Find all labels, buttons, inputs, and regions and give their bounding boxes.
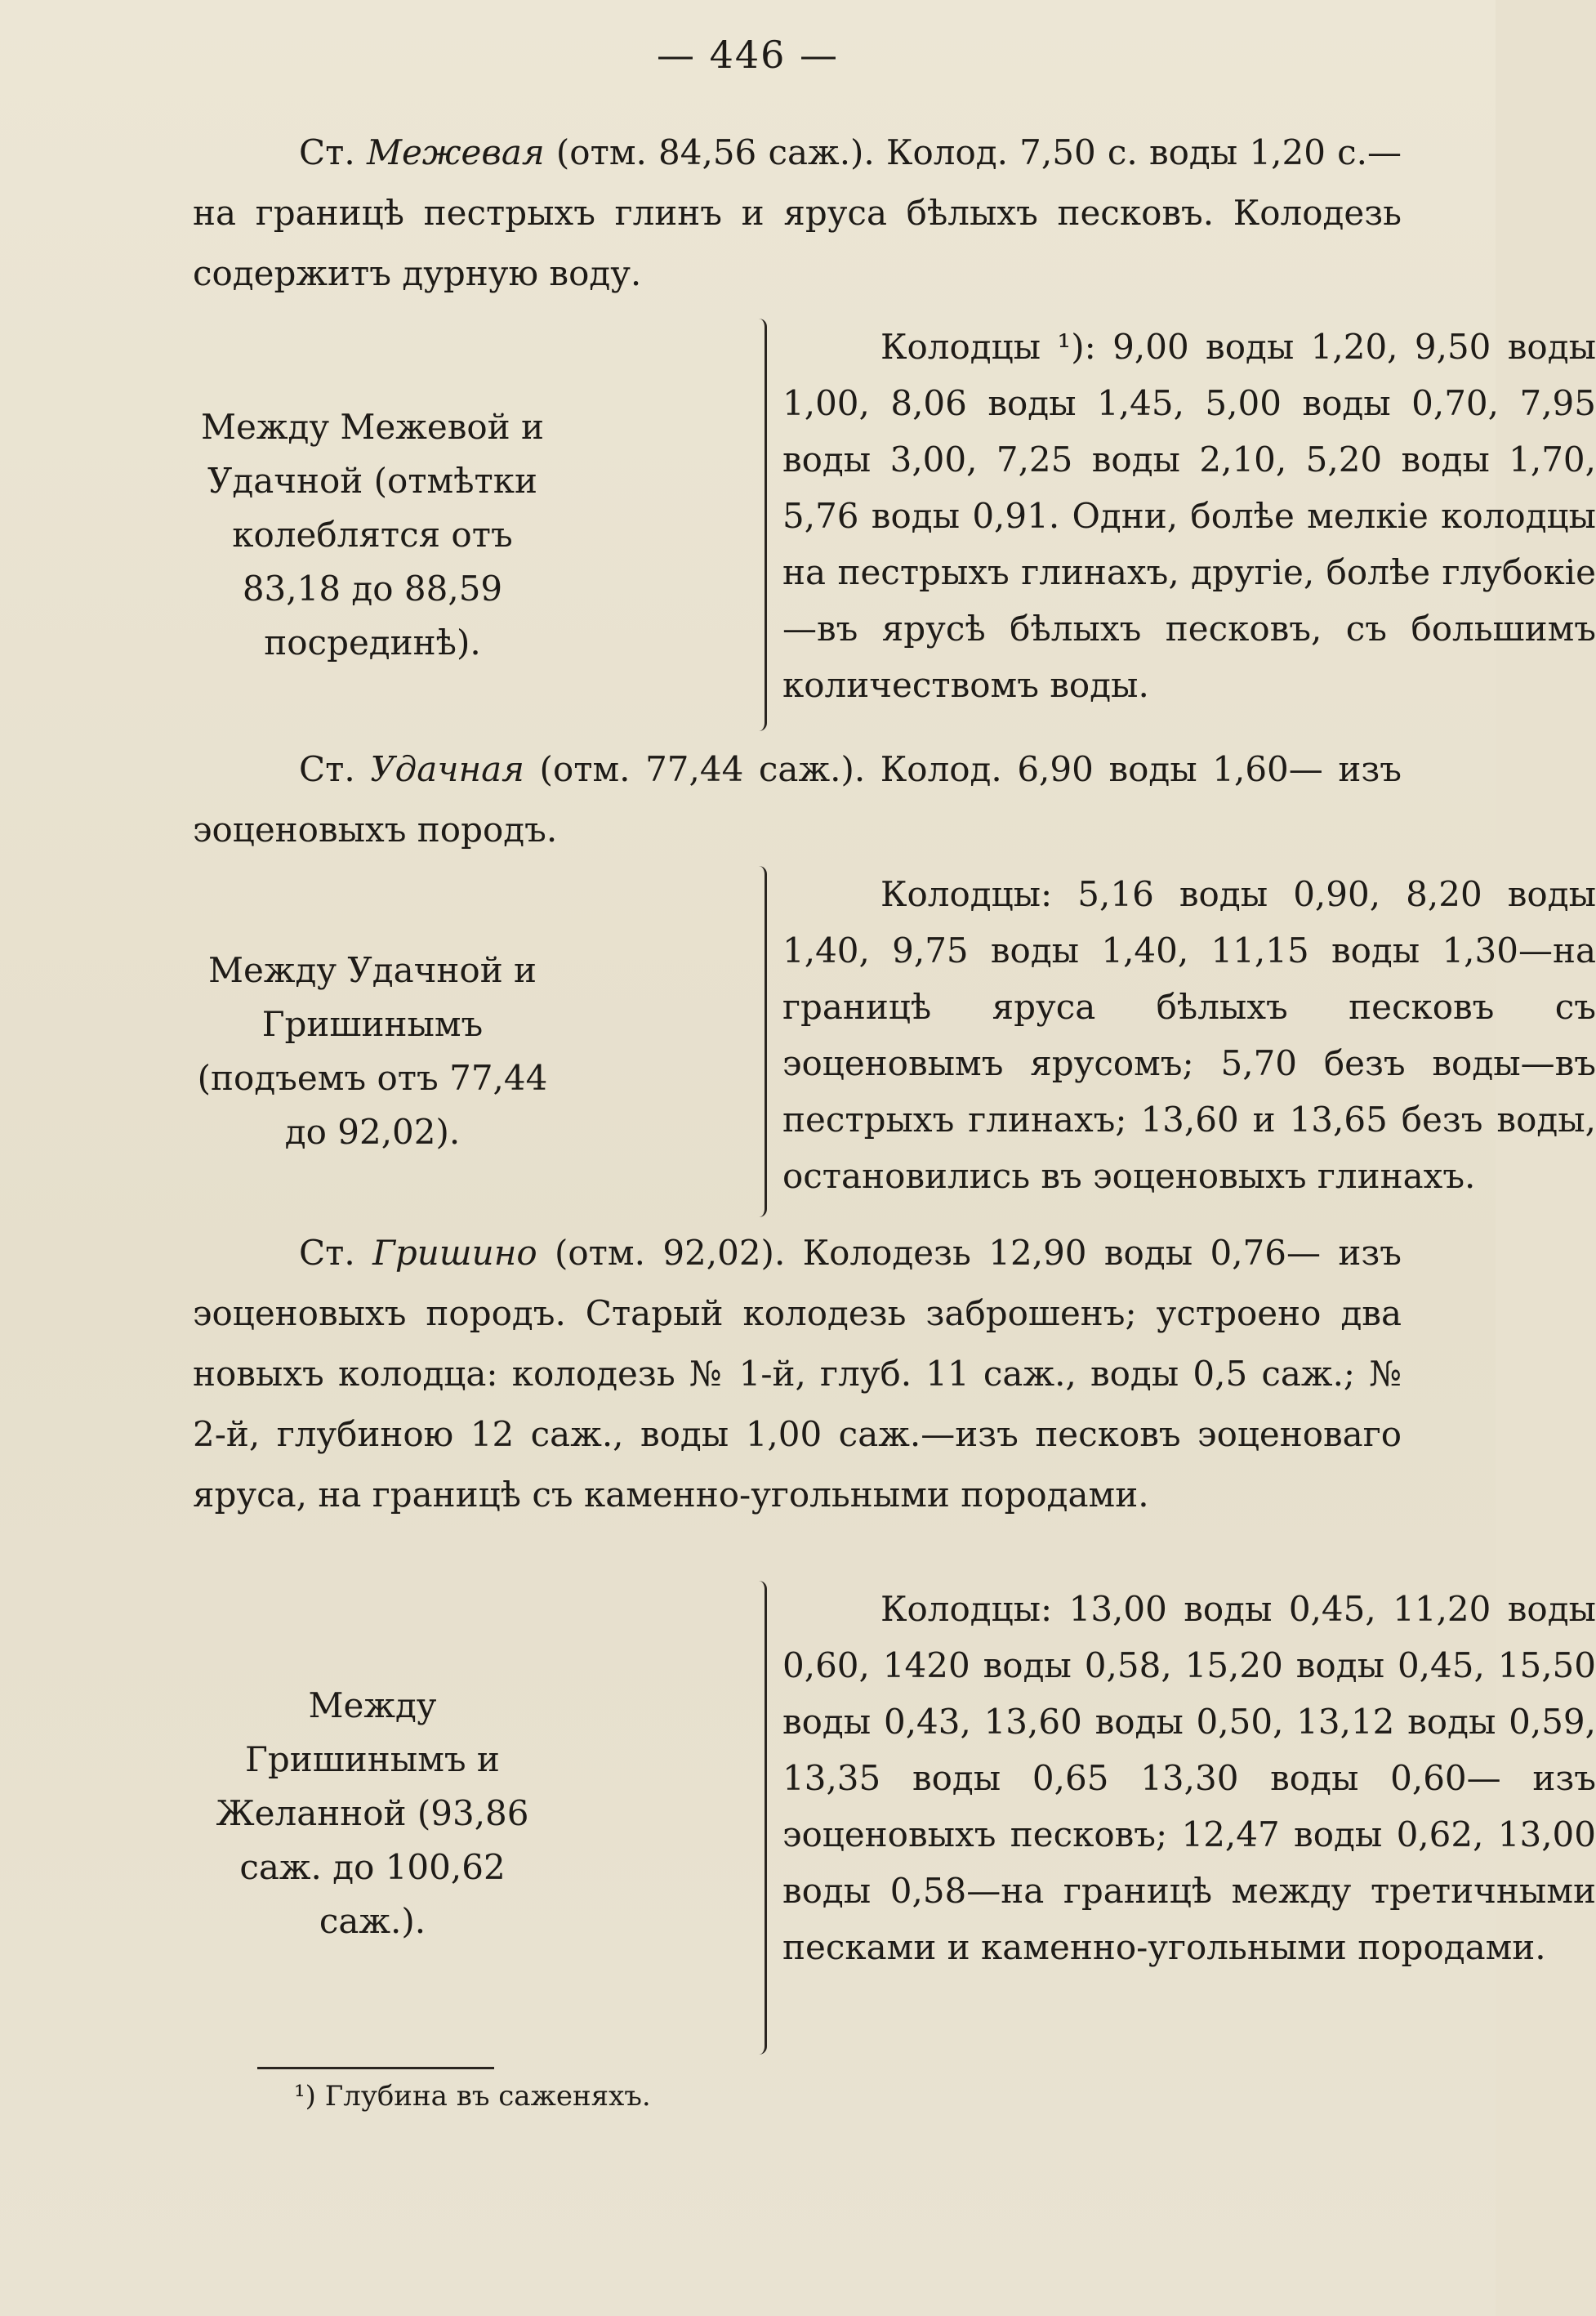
paragraph-text: (отм. 84,56 саж.). Колод. 7,50 с. воды 1,20 с.— на границѣ пестрыхъ глинъ и яруса бѣлыхъ песковъ. Колодезь содержитъ дурную воду. (193, 132, 1402, 293)
paragraph-station-grishino (193, 1223, 1402, 1525)
station-name: Удачная (370, 749, 524, 789)
brace (753, 866, 767, 1217)
paragraph-station-udachnaya (193, 739, 1402, 860)
page-number: — 446 — (656, 33, 840, 77)
section-side-label: Между Удачной и Гришинымъ (подъемъ отъ 77,44 до 92,02). (197, 950, 548, 1152)
brace (753, 319, 767, 731)
paragraph-prefix: Ст. (299, 1233, 373, 1273)
paragraph-text: (отм. 77,44 саж.). Колод. 6,90 воды 1,60— изъ эоценовыхъ породъ. (193, 749, 1402, 850)
section-between-udachnaya-grishino (193, 866, 1596, 1217)
section-main-text: Колодцы: 13,00 воды 0,45, 11,20 воды 0,60, 1420 воды 0,58, 15,20 воды 0,45, 15,50 воды 0,43, 13,60 воды 0,50, 13,12 воды 0,59, 13,35 воды 0,65 13,30 воды 0,60— изъ эоценовыхъ песковъ; 12,47 воды 0,62, 13,00 воды 0,58—на границѣ между третичными песками и каменно-угольными породами. (782, 1589, 1596, 1967)
paragraph-station-mezhevaya (193, 123, 1402, 304)
paragraph-prefix: Ст. (299, 132, 367, 172)
section-main-text: Колодцы ¹): 9,00 воды 1,20, 9,50 воды 1,00, 8,06 воды 1,45, 5,00 воды 0,70, 7,95 воды 3,00, 7,25 воды 2,10, 5,20 воды 1,70, 5,76 воды 0,91. Одни, болѣе мелкіе колодцы на пестрыхъ глинахъ, другіе, болѣе глубокіе—въ ярусѣ бѣлыхъ песковъ, съ большимъ количествомъ воды. (782, 327, 1596, 705)
section-main-text: Колодцы: 5,16 воды 0,90, 8,20 воды 1,40, 9,75 воды 1,40, 11,15 воды 1,30—на границѣ яруса бѣлыхъ песковъ съ эоценовымъ ярусомъ; 5,70 безъ воды—въ пестрыхъ глинахъ; 13,60 и 13,65 безъ воды, остановились въ эоценовыхъ глинахъ. (782, 874, 1596, 1196)
brace (753, 1581, 767, 2055)
section-between-mezhevaya-udachnaya (193, 319, 1596, 731)
footnote-rule (257, 2067, 494, 2069)
footnote: ¹) Глубина въ саженяхъ. (294, 2080, 651, 2113)
station-name: Гришино (372, 1233, 537, 1273)
paragraph-text: (отм. 92,02). Колодезь 12,90 воды 0,76— изъ эоценовыхъ породъ. Старый колодезь заброшенъ; устроено два новыхъ колодца: колодезь № 1-й, глуб. 11 саж., воды 0,5 саж.; № 2-й, глубиною 12 саж., воды 1,00 саж.—изъ песковъ эоценоваго яруса, на границѣ съ каменно-угольными породами. (193, 1233, 1402, 1515)
paragraph-prefix: Ст. (299, 749, 371, 789)
section-side-label: Между Межевой и Удачной (отмѣтки колеблятся отъ 83,18 до 88,59 посрединѣ). (200, 407, 545, 663)
station-name: Межевая (366, 132, 545, 172)
section-side-label: Между Гришинымъ и Желанной (93,86 саж. до 100,62 саж.). (216, 1685, 529, 1941)
section-between-grishino-zhelannaya (193, 1581, 1596, 2055)
